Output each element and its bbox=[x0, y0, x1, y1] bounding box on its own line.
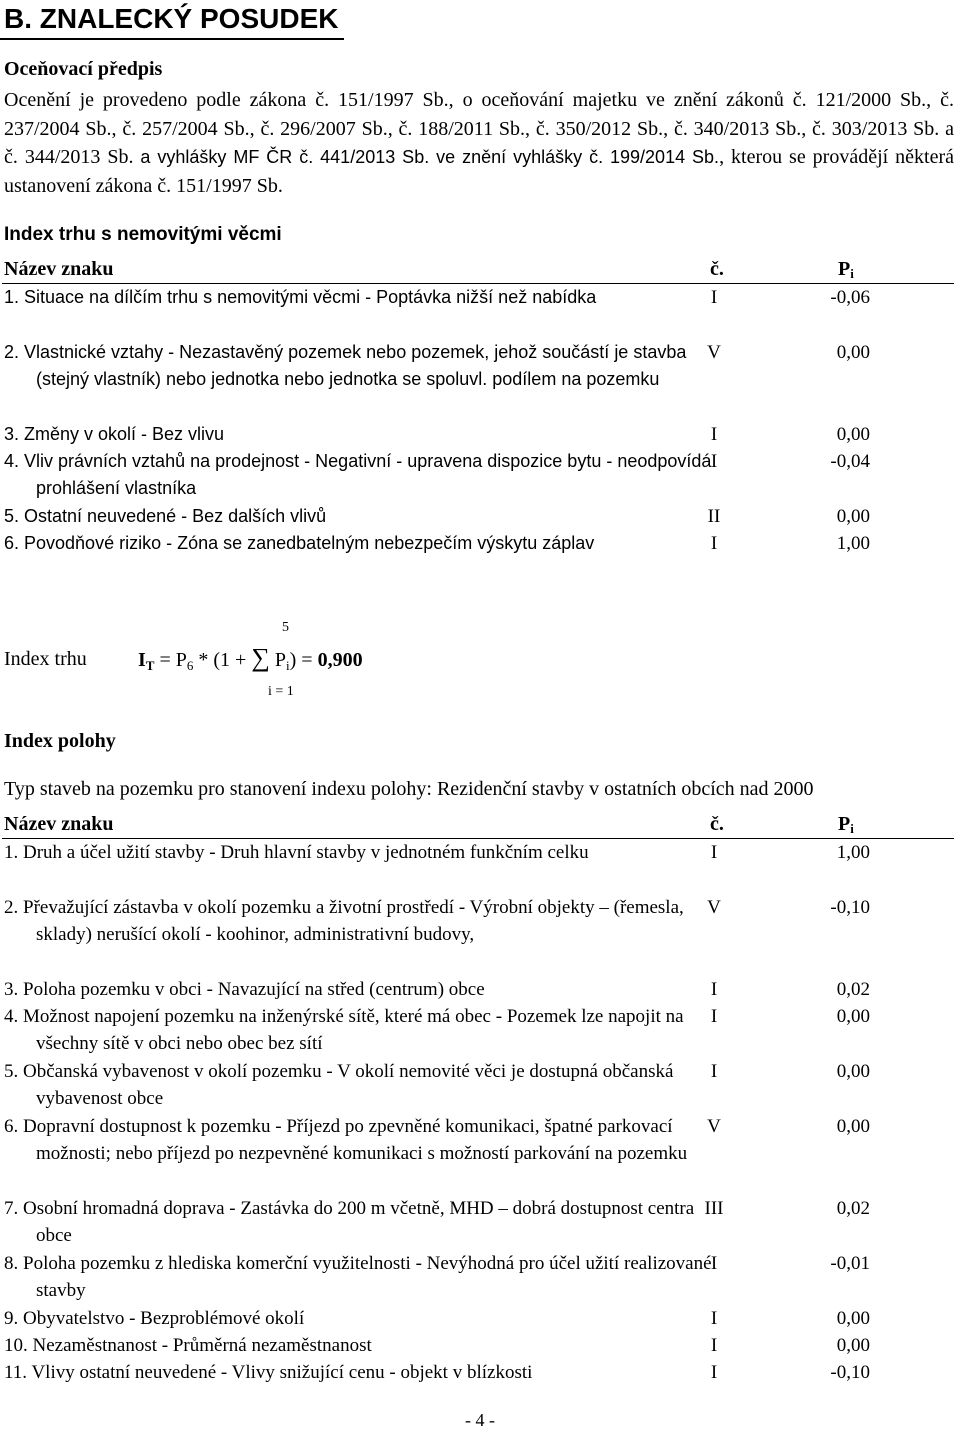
row-class: I bbox=[710, 1362, 718, 1383]
row-name: 2. Vlastnické vztahy - Nezastavěný pozemek nebo pozemek, jehož součástí je stavba (stejný vlastník) nebo jednotka nebo jednotka se spoluvl. podílem na pozemku bbox=[4, 342, 687, 389]
row-name: 7. Osobní hromadná doprava - Zastávka do 200 m včetně, MHD – dobrá dostupnost centra obce bbox=[4, 1198, 695, 1246]
table-header-index-trhu bbox=[4, 256, 874, 282]
row-name: 1. Situace na dílčím trhu s nemovitými věcmi - Poptávka nižší než nabídka bbox=[4, 287, 597, 307]
legal-basis-main: Ocenění je provedeno podle zákona č. 151/1997 Sb., o oceňování majetku ve znění zákonů č. 121/2000 Sb., č. 237/2004 Sb., č. 257/2004 Sb., č. 296/2007 Sb., č. 188/2011 Sb., č. 350/2012 Sb., č. 340/2013 Sb., č. 303/2013 Sb. a č. 344/2013 Sb. bbox=[4, 89, 954, 168]
row-value: 0,00 bbox=[836, 506, 870, 527]
row-class: I bbox=[710, 842, 718, 863]
row-name: 5. Ostatní neuvedené - Bez dalších vlivů bbox=[4, 506, 327, 526]
row-class: I bbox=[710, 1061, 718, 1082]
row-class: I bbox=[710, 1308, 718, 1329]
row-class: I bbox=[710, 287, 718, 308]
row-value: 0,00 bbox=[836, 1116, 870, 1137]
row-value: -0,10 bbox=[830, 1362, 870, 1383]
row-value: 1,00 bbox=[836, 533, 870, 554]
row-value: -0,04 bbox=[830, 451, 870, 472]
row-class: V bbox=[707, 1116, 721, 1137]
formula-result: 0,900 bbox=[317, 649, 363, 671]
legal-basis-tail: , kterou se provádějí některá ustanovení zákona č. 151/1997 Sb. bbox=[4, 146, 954, 197]
page-number: - 4 - bbox=[465, 1410, 495, 1430]
row-class: I bbox=[710, 424, 718, 445]
row-class: I bbox=[710, 979, 718, 1000]
row-value: 0,00 bbox=[836, 1061, 870, 1082]
column-header-class: č. bbox=[710, 813, 724, 835]
row-name: 1. Druh a účel užití stavby - Druh hlavní stavby v jednotném funkčním celku bbox=[4, 842, 589, 863]
row-name: 5. Občanská vybavenost v okolí pozemku - V okolí nemovité věci je dostupná občanská vybavenost obce bbox=[4, 1061, 674, 1109]
row-value: -0,06 bbox=[830, 287, 870, 308]
row-name: 3. Změny v okolí - Bez vlivu bbox=[4, 424, 225, 444]
sum-symbol: ∑ bbox=[251, 643, 270, 672]
column-header-name: Název znaku bbox=[4, 813, 114, 835]
row-value: 0,00 bbox=[836, 1335, 870, 1356]
row-class: I bbox=[710, 451, 718, 472]
formula-expression: $I_T = P_6 * (1$ + ∑ $P_i) = 0,900$ bbox=[138, 643, 363, 673]
row-name: 4. Vliv právních vztahů na prodejnost - Negativní - upravena dispozice bytu - neodpovídá prohlášení vlastníka bbox=[4, 451, 712, 498]
row-value: 1,00 bbox=[836, 842, 870, 863]
row-value: 0,00 bbox=[836, 1308, 870, 1329]
row-name: 11. Vlivy ostatní neuvedené - Vlivy snižující cenu - objekt v blízkosti bbox=[4, 1362, 533, 1383]
row-value: 0,00 bbox=[836, 342, 870, 363]
row-name: 10. Nezaměstnanost - Průměrná nezaměstnanost bbox=[4, 1335, 372, 1356]
column-header-class: č. bbox=[710, 258, 724, 280]
row-name: 2. Převažující zástavba v okolí pozemku a životní prostředí - Výrobní objekty – (řemesla, sklady) nerušící okolí - koohinor, administrativní budovy, bbox=[4, 897, 684, 945]
row-name: 8. Poloha pozemku z hlediska komerční využitelnosti - Nevýhodná pro účel užití realizované stavby bbox=[4, 1253, 712, 1301]
document-title: B. ZNALECKÝ POSUDEK bbox=[0, 2, 344, 40]
section-heading-ocenovaci-predpis: Oceňovací předpis bbox=[4, 58, 163, 80]
row-value: -0,01 bbox=[830, 1253, 870, 1274]
row-class: V bbox=[707, 897, 721, 918]
sum-upper-limit: 5 bbox=[282, 620, 289, 635]
column-header-value: $P_i$ bbox=[838, 258, 854, 281]
row-class: I bbox=[710, 1006, 718, 1027]
row-class: III bbox=[704, 1198, 724, 1219]
table-header-index-polohy bbox=[4, 811, 874, 837]
row-name: 6. Dopravní dostupnost k pozemku - Příjezd po zpevněné komunikaci, špatné parkovací možnosti; nebo příjezd po nezpevněné komunikaci s možností parkování na pozemku bbox=[4, 1116, 688, 1164]
section-heading-index-trhu: Index trhu s nemovitými věcmi bbox=[4, 224, 282, 245]
index-trhu-formula bbox=[4, 620, 604, 710]
legal-basis-decree: a vyhlášky MF ČR č. 441/2013 Sb. ve znění vyhlášky č. 199/2014 Sb. bbox=[133, 147, 720, 167]
row-value: -0,10 bbox=[830, 897, 870, 918]
row-class: I bbox=[710, 533, 718, 554]
formula-label: Index trhu bbox=[4, 648, 87, 670]
section-heading-index-polohy: Index polohy bbox=[4, 730, 116, 752]
row-class: V bbox=[707, 342, 721, 363]
row-value: 0,02 bbox=[836, 979, 870, 1000]
sum-lower-limit: i = 1 bbox=[268, 684, 294, 699]
row-name: 3. Poloha pozemku v obci - Navazující na střed (centrum) obce bbox=[4, 979, 485, 1000]
legal-basis-paragraph bbox=[4, 86, 954, 200]
row-class: II bbox=[707, 506, 721, 527]
row-value: 0,00 bbox=[836, 424, 870, 445]
row-name: 6. Povodňové riziko - Zóna se zanedbatelným nebezpečím výskytu záplav bbox=[4, 533, 595, 553]
row-value: 0,02 bbox=[836, 1198, 870, 1219]
row-class: I bbox=[710, 1253, 718, 1274]
row-class: I bbox=[710, 1335, 718, 1356]
column-header-name: Název znaku bbox=[4, 258, 114, 280]
row-value: 0,00 bbox=[836, 1006, 870, 1027]
building-type-line: Typ staveb na pozemku pro stanovení indexu polohy: Rezidenční stavby v ostatních obcích nad 2000 bbox=[4, 778, 814, 800]
row-name: 4. Možnost napojení pozemku na inženýrské sítě, které má obec - Pozemek lze napojit na všechny sítě v obci nebo obec bez sítí bbox=[4, 1006, 684, 1054]
column-header-value: $P_i$ bbox=[838, 813, 854, 836]
row-name: 9. Obyvatelstvo - Bezproblémové okolí bbox=[4, 1308, 305, 1329]
